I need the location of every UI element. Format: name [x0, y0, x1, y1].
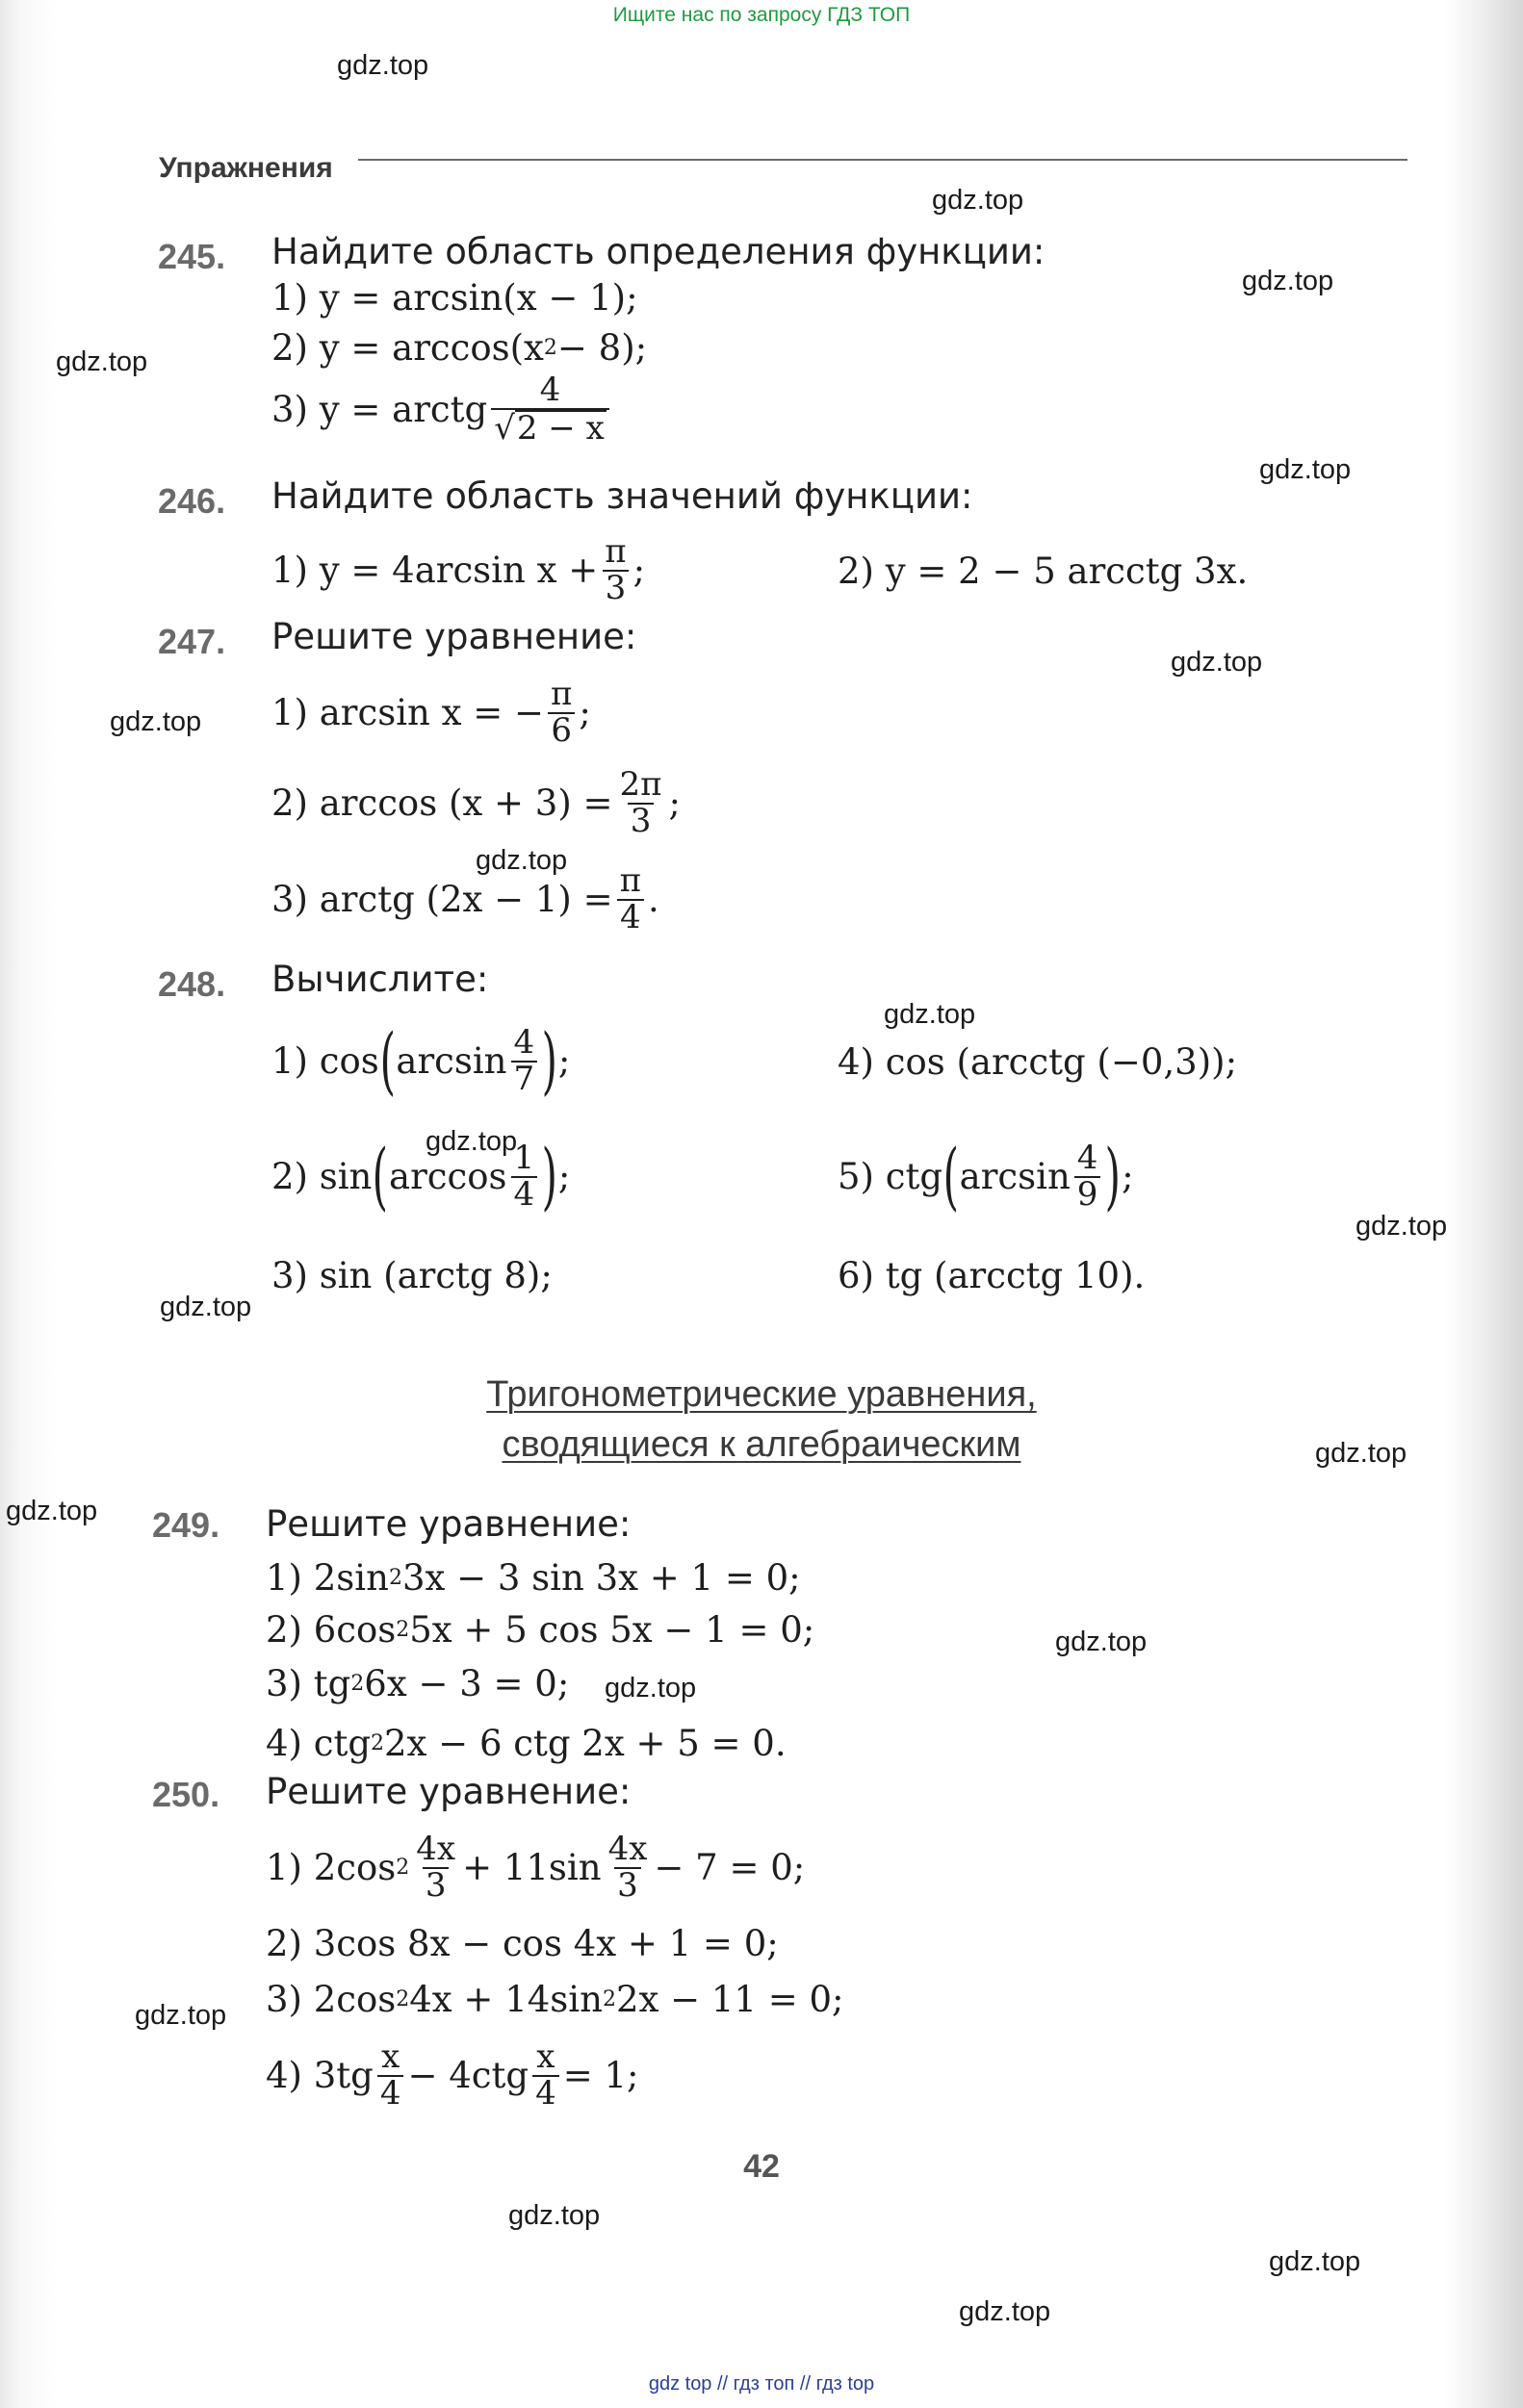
watermark: gdz.top: [1315, 1438, 1407, 1469]
fraction: $\frac{4}{7}$: [511, 1026, 538, 1096]
fraction: $\frac{4}{9}$: [1074, 1141, 1101, 1212]
exercise-item: 1) cos ( arcsin $\frac{4}{7}$ ) ;: [271, 1017, 571, 1104]
watermark: gdz.top: [1171, 647, 1263, 678]
fraction: $\frac{4x}{3}$: [416, 1830, 456, 1905]
watermark: gdz.top: [884, 999, 976, 1030]
fraction: $\frac{\pi}{4}$: [617, 864, 644, 935]
exercise-item: 3) tg 2 6x − 3 = 0;: [266, 1663, 570, 1704]
watermark: gdz.top: [1355, 1211, 1448, 1242]
fraction: $\frac{4x}{3}$: [607, 1830, 648, 1905]
exercise-item: 2) 6cos 2 5x + 5 cos 5x − 1 = 0;: [266, 1609, 815, 1651]
exercise-number: 246.: [158, 481, 226, 521]
fraction: $\frac{\pi}{6}$: [548, 678, 575, 748]
exercise-item: 1) 2sin 2 3x − 3 sin 3x + 1 = 0;: [266, 1557, 801, 1599]
fraction: $\frac{\pi}{3}$: [602, 535, 629, 605]
exercise-item: 3) arctg (2x − 1) = $\frac{\pi}{4}$ .: [271, 861, 659, 936]
exercise-item: 6) tg (arcctg 10).: [838, 1255, 1146, 1296]
fraction: $\frac{x}{4}$: [377, 2040, 404, 2111]
exercise-title: Найдите область значений функции:: [271, 475, 973, 517]
watermark: gdz.top: [508, 2200, 601, 2231]
section-title: Тригонометрические уравнения,: [486, 1374, 1037, 1415]
watermark: gdz.top: [959, 2296, 1051, 2327]
exercise-number: 247.: [158, 622, 226, 661]
exercise-item: 4) 3tg $\frac{x}{4}$ − 4ctg $\frac{x}{4}$ = 1;: [266, 2037, 639, 2113]
exercise-number: 250.: [152, 1775, 220, 1814]
right-paren: ): [541, 1017, 558, 1104]
exercise-item: 1) y = 4arcsin x + $\frac{\pi}{3}$ ;: [271, 532, 646, 607]
left-paren: (: [942, 1133, 959, 1219]
exercise-item: 3) 2cos 2 4x + 14sin 2 2x − 11 = 0;: [266, 1979, 844, 2020]
watermark: gdz.top: [605, 1673, 697, 1704]
exercise-item: 2) y = 2 − 5 arcctg 3x.: [838, 551, 1249, 592]
watermark: gdz.top: [135, 2000, 227, 2031]
fraction: 4 √ 2 − x: [491, 373, 609, 446]
watermark: gdz.top: [426, 1126, 518, 1157]
watermark: gdz.top: [6, 1496, 98, 1526]
fraction: $\frac{1}{4}$: [511, 1141, 538, 1212]
exercise-item: 2) arccos (x + 3) = $\frac{2\pi}{3}$ ;: [271, 765, 681, 840]
exercise-item: 5) ctg ( arcsin $\frac{4}{9}$ ) ;: [838, 1133, 1134, 1219]
watermark: gdz.top: [1259, 454, 1352, 485]
watermark: gdz.top: [476, 845, 568, 876]
watermark: gdz.top: [110, 706, 202, 737]
right-paren: ): [1105, 1133, 1122, 1219]
left-paren: (: [373, 1133, 389, 1219]
exercise-title: Найдите область определения функции:: [271, 231, 1045, 272]
exercise-title: Вычислите:: [271, 959, 489, 1000]
top-search-banner[interactable]: Ищите нас по запросу ГДЗ ТОП: [612, 4, 911, 26]
watermark: gdz.top: [160, 1292, 252, 1322]
exercise-item: 2) 3cos 8x − cos 4x + 1 = 0;: [266, 1923, 779, 1964]
exercise-title: Решите уравнение:: [266, 1503, 632, 1545]
exercise-number: 248.: [158, 964, 226, 1004]
watermark: gdz.top: [56, 346, 148, 377]
exercise-item: 3) sin (arctg 8);: [271, 1255, 553, 1296]
exercise-title: Решите уравнение:: [266, 1771, 632, 1812]
exercise-number: 249.: [152, 1505, 220, 1545]
page-number: 42: [743, 2148, 780, 2185]
bottom-links[interactable]: gdz top // гдз топ // гдз top: [648, 2373, 875, 2395]
exercise-item: 4) cos (arcctg (−0,3));: [838, 1041, 1238, 1083]
exercise-item: 2) sin ( arccos $\frac{1}{4}$ ) ;: [271, 1133, 571, 1219]
exercise-item: 1) y = arcsin(x − 1);: [271, 277, 638, 319]
exercise-number: 245.: [158, 237, 226, 276]
section-title: сводящиеся к алгебраическим: [502, 1424, 1021, 1465]
watermark: gdz.top: [1269, 2246, 1361, 2277]
fraction: $\frac{x}{4}$: [532, 2040, 559, 2111]
exercise-item: 1) arcsin x = − $\frac{\pi}{6}$ ;: [271, 675, 591, 750]
exercise-item: 3) y = arctg 4 √ 2 − x: [271, 373, 613, 446]
fraction: $\frac{2\pi}{3}$: [619, 765, 662, 840]
sqrt-sign: √: [494, 408, 515, 448]
watermark: gdz.top: [1242, 266, 1334, 296]
exercise-item: 1) 2cos 2 $\frac{4x}{3}$ + 11sin $\frac{4x}{3}$ − 7 = 0;: [266, 1830, 806, 1905]
header-rule: [358, 159, 1407, 161]
watermark: gdz.top: [337, 50, 429, 81]
section-header: Упражнения: [159, 152, 333, 184]
right-paren: ): [541, 1133, 558, 1219]
left-paren: (: [379, 1017, 396, 1104]
exercise-item: 4) ctg 2 2x − 6 ctg 2x + 5 = 0.: [266, 1723, 787, 1764]
watermark: gdz.top: [932, 185, 1024, 216]
watermark: gdz.top: [1055, 1627, 1148, 1657]
exercise-item: 2) y = arccos(x 2 − 8);: [271, 327, 648, 369]
exercise-title: Решите уравнение:: [271, 616, 637, 657]
